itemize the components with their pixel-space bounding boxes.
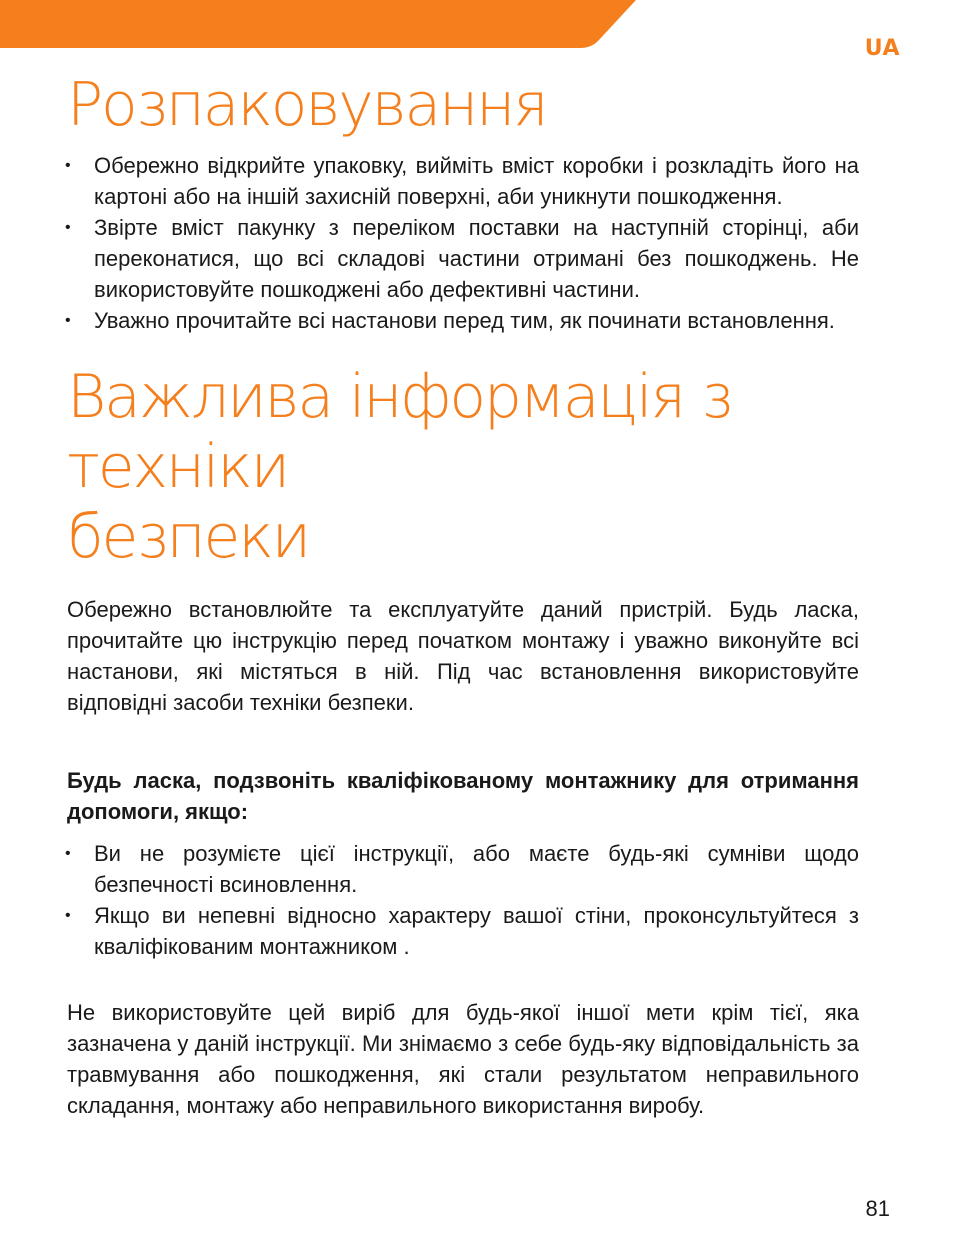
list-item <box>67 900 859 962</box>
safety-intro-paragraph: Обережно встановлюйте та експлуатуйте даний пристрій. Будь ласка, прочитайте цю інструкцію перед початком монтажу і уважно виконуйте всі настанови, які містяться в ній. Під час встановлення використовуйте відповідні засоби техніки безпеки. <box>67 597 859 715</box>
page-number: 81 <box>865 1196 890 1221</box>
bullet-icon: • <box>65 219 71 236</box>
list-item <box>67 305 859 336</box>
safety-bullet-list <box>67 838 859 962</box>
list-item-text: Якщо ви непевні відносно характеру вашої стіни, проконсультуйтеся з кваліфікованим монтажником . <box>94 903 859 959</box>
bullet-icon: • <box>65 157 71 174</box>
bullet-icon: • <box>65 312 71 329</box>
section-title-safety-line-1: Важлива інформація з техніки <box>67 362 731 502</box>
list-item-text: Звірте вміст пакунку з переліком поставки на наступній сторінці, аби переконатися, що всі складові частини отримані без пошкоджень. Не використовуйте пошкоджені або дефективні частини. <box>94 215 859 302</box>
list-item-text: Ви не розумієте цієї інструкції, або маєте будь-які сумніви щодо безпечності всиновлення. <box>94 841 859 897</box>
page-content <box>67 70 859 1121</box>
unpacking-bullet-list <box>67 150 859 336</box>
safety-lead-paragraph: Будь ласка, подзвоніть кваліфікованому монтажнику для отримання допомоги, якщо: <box>67 768 859 824</box>
bullet-icon: • <box>65 907 71 924</box>
bullet-icon: • <box>65 845 71 862</box>
list-item <box>67 212 859 305</box>
section-title-unpacking: Розпаковування <box>67 70 547 140</box>
list-item-text: Уважно прочитайте всі настанови перед тим, як починати встановлення. <box>94 308 835 333</box>
language-tag: UA <box>864 36 900 61</box>
list-item <box>67 150 859 212</box>
section-title-safety-line-2: безпеки <box>67 502 309 572</box>
closing-paragraph: Не використовуйте цей виріб для будь-якої іншої мети крім тієї, яка зазначена у даній інструкції. Ми знімаємо з себе будь-яку відповідальність за травмування або пошкодження, які стали результатом неправильного складання, монтажу або неправильного використання виробу. <box>67 1000 859 1118</box>
list-item-text: Обережно відкрийте упаковку, вийміть вміст коробки і розкладіть його на картоні або на іншій захисній поверхні, аби уникнути пошкодження. <box>94 153 859 209</box>
section-title-safety <box>67 362 859 572</box>
header-accent-band <box>0 0 954 48</box>
list-item <box>67 838 859 900</box>
